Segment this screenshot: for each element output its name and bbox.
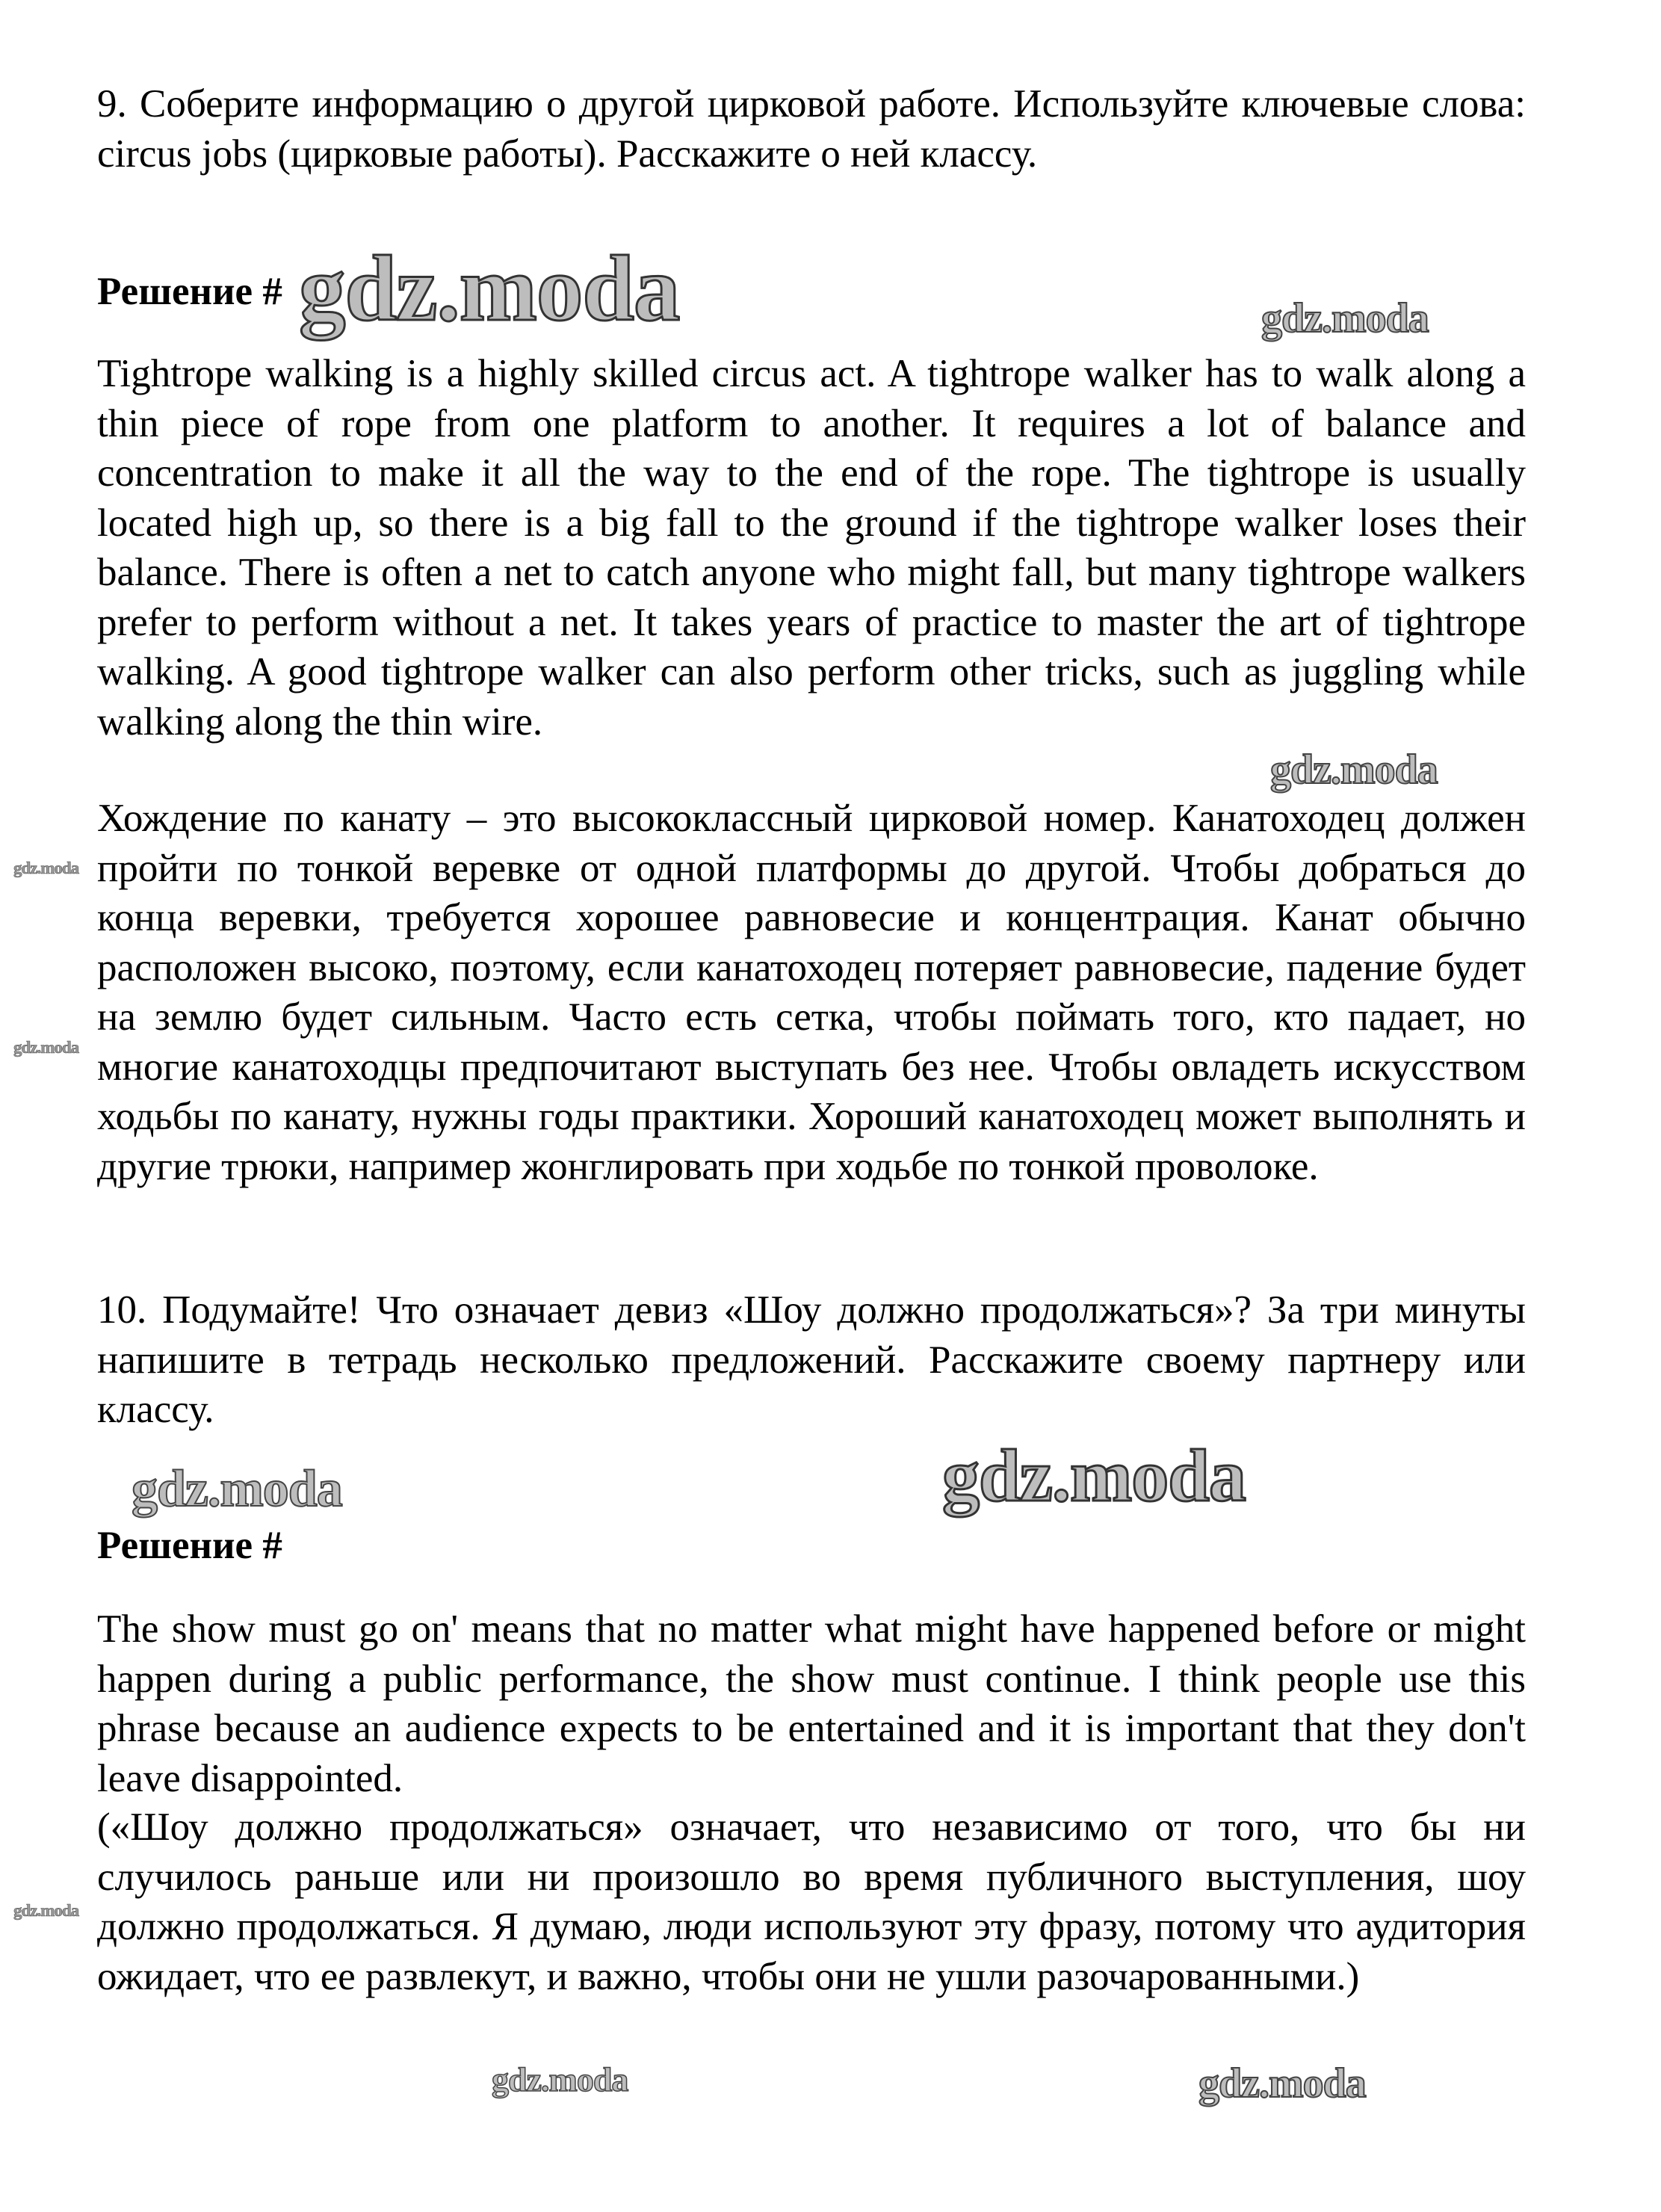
task-10-question: 10. Подумайте! Что означает девиз «Шоу должно продолжаться»? За три минуты напишите в тетрадь несколько предложений. Расскажите своему партнеру или классу. [97,1288,1526,1431]
watermark-logo: gdz.moda [942,1434,1246,1517]
watermark-logo: gdz.moda [492,2060,628,2098]
task-9-answer-english: Tightrope walking is a highly skilled circus act. A tightrope walker has to walk along a thin piece of rope from one platform to another. It requires a lot of balance and concentration to make it all the way to the end of the rope. The tightrope is usually located high up, so there is a big fall to the ground if the tightrope walker loses their balance. There is often a net to catch anyone who might fall, but many tightrope walkers prefer to perform without a net. It takes years of practice to master the art of tightrope walking. A good tightrope walker can also perform other tricks, such as juggling while walking along the thin wire. [97,352,1526,744]
watermark-logo: gdz.moda [1270,747,1438,793]
watermark-logo: gdz.moda [132,1460,342,1518]
task-10-solution-heading: Решение # [97,1524,282,1567]
task-10-answer-russian: («Шоу должно продолжаться» означает, что независимо от того, что бы ни случилось раньше или ни произошло во время публичного выступления, шоу должно продолжаться. Я думаю, люди используют эту фразу, потому что аудитория ожидает, что ее развлекут, и важно, чтобы они не ушли разочарованными.) [97,1805,1526,1998]
task-9-answer-russian: Хождение по канату – это высококлассный цирковой номер. Канатоходец должен пройти по тонкой веревке от одной платформы до другой. Чтобы добраться до конца веревки, требуется хорошее равновесие и концентрация. Канат обычно расположен высоко, поэтому, если канатоходец потеряет равновесие, падение будет на землю будет сильным. Часто есть сетка, чтобы поймать того, кто падает, но многие канатоходцы предпочитают выступать без нее. Чтобы овладеть искусством ходьбы по канату, нужны годы практики. Хороший канатоходец может выполнять и другие трюки, например жонглировать при ходьбе по тонкой проволоке. [97,797,1526,1188]
task-9-solution-heading: Решение # [97,270,282,313]
task-10-answer-english: The show must go on' means that no matter what might have happened before or might happen during a public performance, the show must continue. I think people use this phrase because an audience expects to be entertained and it is important that they don't leave disappointed. [97,1607,1526,1800]
watermark-logo: gdz.moda [13,1901,79,1920]
watermark-logo: gdz.moda [13,859,79,877]
task-9-question: 9. Соберите информацию о другой цирковой работе. Используйте ключевые слова: circus jobs (цирковые работы). Расскажите о ней классу. [97,82,1526,176]
watermark-logo: gdz.moda [1261,295,1429,342]
watermark-logo: gdz.moda [1198,2060,1366,2107]
watermark-logo: gdz.moda [299,238,680,341]
watermark-logo: gdz.moda [13,1038,79,1057]
